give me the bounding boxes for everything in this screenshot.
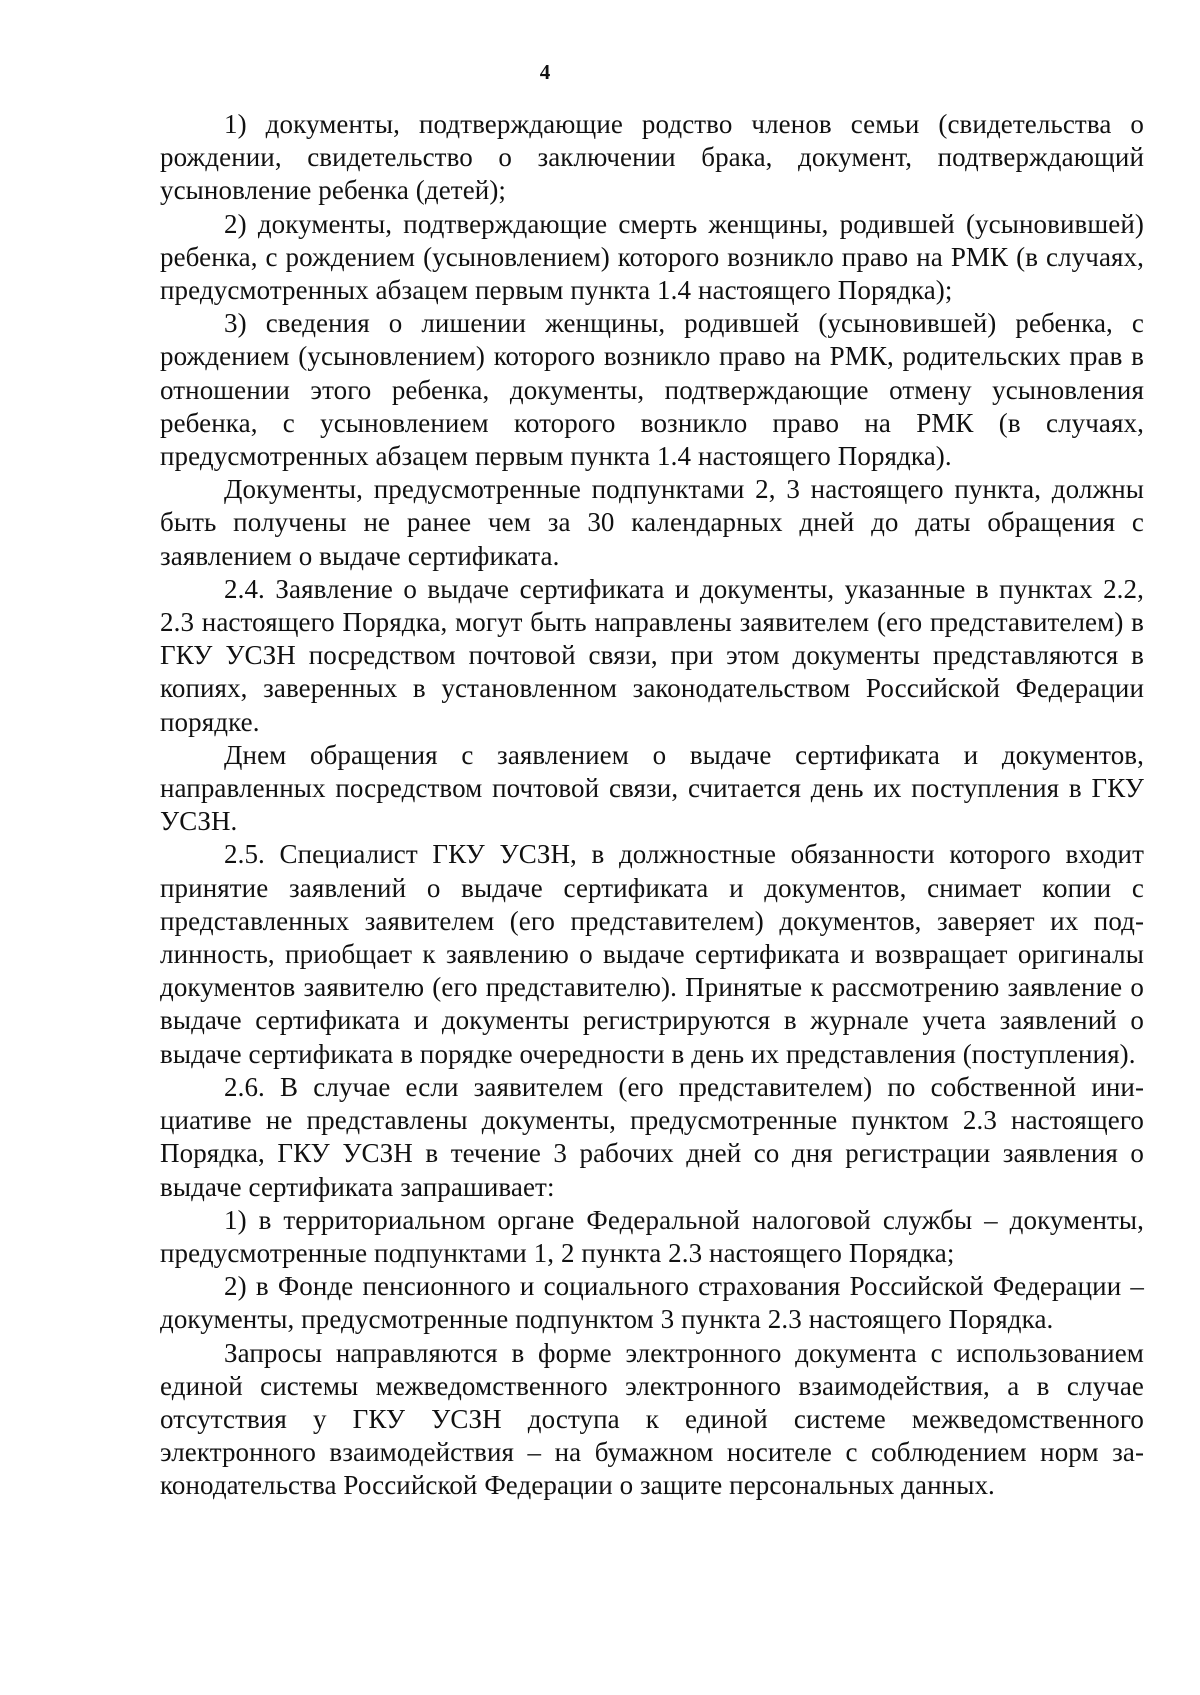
paragraph-item-2-documents-death: 2) документы, подтверждающие смерть женщины, родившей (усыновившей) ребенка, с рождением (усыновлением) которого возникло право на РМК (в случаях, предусмотренных абзацем первым пункта 1.4 настоящего Порядка); — [160, 208, 1144, 306]
paragraph-2-6-requests: 2.6. В случае если заявителем (его представителем) по собственной инициативе не представлены документы, предусмотренные пунктом 2.3 настоящего Порядка, ГКУ УСЗН в течение 3 рабочих дней со дня регистрации заявления о выдаче сертификата запрашивает: — [160, 1071, 1144, 1202]
paragraph-request-tax-service: 1) в территориальном органе Федеральной налоговой службы – документы, предусмотренные подпунктами 1, 2 пункта 2.3 настоящего Порядка; — [160, 1204, 1144, 1268]
paragraph-item-1-documents-kinship: 1) документы, подтверждающие родство членов семьи (свидетельства о рождении, свидетельство о заключении брака, документ, подтверждающий усыновление ребенка (детей); — [160, 109, 1144, 206]
page-number: 4 — [539, 60, 551, 84]
paragraph-electronic-requests: Запросы направляются в форме электронного документа с использованием единой системы межведомственного электронного взаимодействия, а в случае отсутствия у ГКУ УСЗН доступа к единой системе межведомственного электронного взаимодействия – на бумажном носителе с соблюдением норм законодательства Российской Федерации о защите персональных данных. — [160, 1337, 1144, 1501]
paragraph-application-day: Днем обращения с заявлением о выдаче сертификата и документов, направленных посредством почтовой связи, считается день их поступления в ГКУ УСЗН. — [160, 739, 1144, 837]
paragraph-request-pension-fund: 2) в Фонде пенсионного и социального страхования Российской Федерации – документы, предусмотренные подпунктом 3 пункта 2.3 настоящего Порядка. — [160, 1271, 1144, 1335]
paragraph-item-3-deprivation-rights: 3) сведения о лишении женщины, родившей (усыновившей) ребенка, с рождением (усыновлением) которого возникло право на РМК, родительских прав в отношении этого ребенка, документы, подтверждающие отмену усыновления ребенка, с усыновлением которого возникло право на РМК (в случаях, предусмотренных абзацем первым пункта 1.4 настоящего Порядка). — [160, 308, 1144, 472]
paragraph-documents-30-days: Документы, предусмотренные подпунктами 2, 3 настоящего пункта, должны быть получены не ранее чем за 30 календарных дней до даты обращения с заявлением о выдаче сертификата. — [160, 474, 1144, 571]
paragraph-2-5-specialist: 2.5. Специалист ГКУ УСЗН, в должностные обязанности которого входит принятие заявлений о выдаче сертификата и документов, снимает копии с представленных заявителем (его представителем) документов, заверяет их подлинность, приобщает к заявлению о выдаче сертификата и возвращает оригиналы документов заявителю (его представителю). Принятые к рассмотрению заявление о выдаче сертификата и документы регистрируются в журнале учета заявлений о выдаче сертификата в порядке очередности в день их представления (поступления). — [160, 839, 1144, 1069]
paragraph-2-4-postal-submission: 2.4. Заявление о выдаче сертификата и документы, указанные в пунктах 2.2, 2.3 настоящего Порядка, могут быть направлены заявителем (его представителем) в ГКУ УСЗН посредством почтовой связи, при этом документы представляются в копиях, заверенных в установленном законодательством Российской Федерации порядке. — [160, 573, 1144, 737]
document-body — [160, 108, 1144, 1503]
